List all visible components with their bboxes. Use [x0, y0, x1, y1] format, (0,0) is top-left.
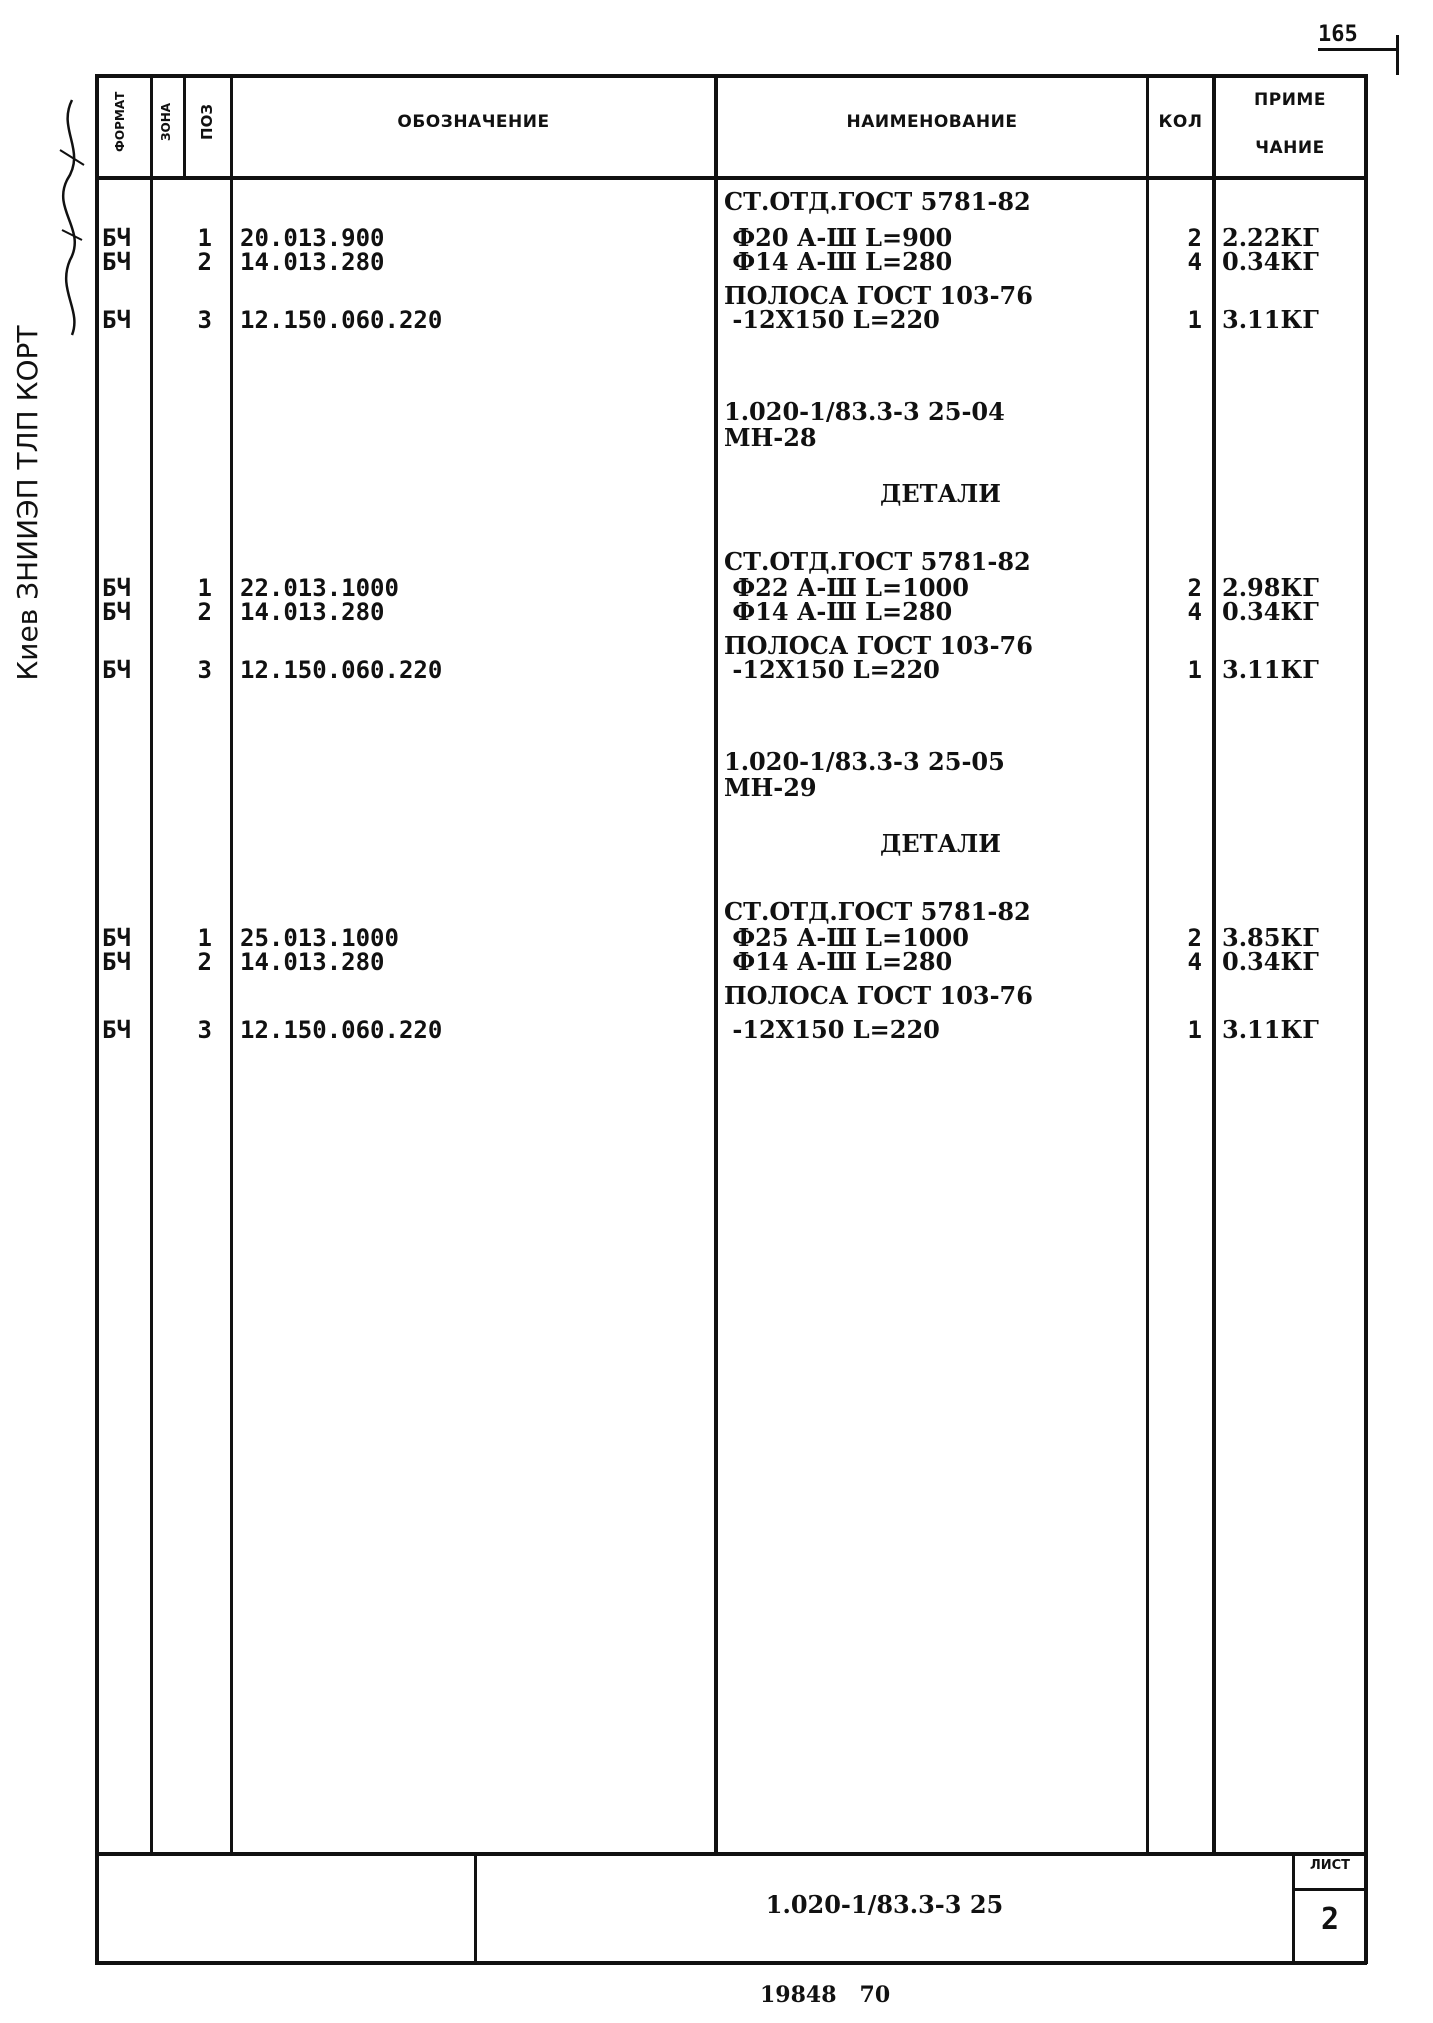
- cell-note: 0.34КГ: [1222, 947, 1319, 976]
- header-note-2: ЧАНИЕ: [1255, 138, 1325, 158]
- cell-format: БЧ: [102, 248, 131, 276]
- cell-name: МН-29: [724, 773, 817, 802]
- cell-designation: 12.150.060.220: [240, 1016, 443, 1044]
- cell-format: БЧ: [102, 598, 131, 626]
- cell-designation: 12.150.060.220: [240, 656, 443, 684]
- cell-note: 2.22КГ: [1222, 223, 1319, 252]
- cell-note: 3.85КГ: [1222, 923, 1319, 952]
- header-name: НАИМЕНОВАНИЕ: [846, 112, 1018, 132]
- cell-name: МН-28: [724, 423, 817, 452]
- cell-name: Ф25 А-Ш L=1000: [724, 923, 969, 952]
- side-stamp-text: Киев ЗНИИЭП ТЛП КОРТ: [11, 325, 44, 681]
- cell-qty: 2: [1187, 574, 1202, 602]
- cell-format: БЧ: [102, 306, 131, 334]
- header-zone: ЗОНА: [159, 102, 173, 142]
- col-sep-4: [714, 74, 718, 1854]
- cell-pos: 1: [197, 224, 212, 252]
- cell-designation: 14.013.280: [240, 598, 385, 626]
- cell-name: ПОЛОСА ГОСТ 103-76: [724, 281, 1033, 310]
- cell-note: 3.11КГ: [1222, 655, 1319, 684]
- cell-designation: 12.150.060.220: [240, 306, 443, 334]
- cell-designation: 14.013.280: [240, 948, 385, 976]
- cell-qty: 1: [1187, 306, 1202, 334]
- col-sep-1: [150, 74, 153, 1854]
- cell-pos: 2: [197, 948, 212, 976]
- cell-designation: 14.013.280: [240, 248, 385, 276]
- cell-note: 2.98КГ: [1222, 573, 1319, 602]
- frame-left: [95, 74, 99, 1964]
- cell-format: БЧ: [102, 656, 131, 684]
- cell-qty: 1: [1187, 1016, 1202, 1044]
- corner-number: 165: [1318, 22, 1358, 47]
- col-sep-5: [1146, 74, 1149, 1854]
- cell-pos: 1: [197, 574, 212, 602]
- cell-format: БЧ: [102, 1016, 131, 1044]
- cell-name: СТ.ОТД.ГОСТ 5781-82: [724, 547, 1031, 576]
- header-format: ФОРМАТ: [113, 91, 127, 152]
- col-sep-3: [230, 74, 233, 1854]
- cell-name: ПОЛОСА ГОСТ 103-76: [724, 981, 1033, 1010]
- col-sep-2: [183, 74, 186, 179]
- bottom-note: 19848 70: [760, 1982, 891, 2008]
- cell-pos: 1: [197, 924, 212, 952]
- header-note-1: ПРИМЕ: [1254, 90, 1326, 110]
- header-qty: КОЛ: [1158, 112, 1203, 132]
- cell-pos: 3: [197, 1016, 212, 1044]
- cell-name: 1.020-1/83.3-3 25-04: [724, 397, 1005, 426]
- cell-name: Ф20 А-Ш L=900: [724, 223, 953, 252]
- cell-qty: 2: [1187, 924, 1202, 952]
- cell-qty: 4: [1187, 598, 1202, 626]
- cell-name: Ф14 А-Ш L=280: [724, 597, 953, 626]
- cell-designation: 22.013.1000: [240, 574, 399, 602]
- frame-top: [95, 74, 1367, 78]
- cell-pos: 2: [197, 598, 212, 626]
- title-block-mid: [1292, 1888, 1367, 1891]
- cell-name: ДЕТАЛИ: [880, 829, 1001, 858]
- sheet-label: ЛИСТ: [1309, 1858, 1351, 1873]
- header-pos: ПОЗ: [198, 104, 216, 140]
- cell-format: БЧ: [102, 574, 131, 602]
- cell-pos: 3: [197, 656, 212, 684]
- col-sep-6: [1212, 74, 1216, 1854]
- title-block-top: [95, 1852, 1367, 1856]
- cell-name: -12Х150 L=220: [724, 655, 940, 684]
- cell-format: БЧ: [102, 924, 131, 952]
- header-designation: ОБОЗНАЧЕНИЕ: [397, 112, 550, 132]
- side-stamp: [8, 293, 48, 713]
- header-bottom: [95, 176, 1367, 180]
- cell-name: Ф14 А-Ш L=280: [724, 247, 953, 276]
- cell-format: БЧ: [102, 224, 131, 252]
- cell-qty: 4: [1187, 948, 1202, 976]
- sheet-number: 2: [1320, 1902, 1340, 1937]
- cell-name: СТ.ОТД.ГОСТ 5781-82: [724, 897, 1031, 926]
- cell-name: Ф22 А-Ш L=1000: [724, 573, 969, 602]
- cell-pos: 3: [197, 306, 212, 334]
- signature: [52, 90, 92, 340]
- cell-name: Ф14 А-Ш L=280: [724, 947, 953, 976]
- cell-qty: 2: [1187, 224, 1202, 252]
- corner-line-v: [1396, 35, 1399, 75]
- cell-name: СТ.ОТД.ГОСТ 5781-82: [724, 187, 1031, 216]
- cell-note: 3.11КГ: [1222, 305, 1319, 334]
- cell-name: 1.020-1/83.3-3 25-05: [724, 747, 1005, 776]
- cell-note: 3.11КГ: [1222, 1015, 1319, 1044]
- cell-qty: 4: [1187, 248, 1202, 276]
- frame-bottom: [95, 1961, 1367, 1965]
- cell-name: -12Х150 L=220: [724, 305, 940, 334]
- cell-name: ДЕТАЛИ: [880, 479, 1001, 508]
- document-code: 1.020-1/83.3-3 25: [765, 1890, 1004, 1919]
- frame-right: [1364, 74, 1368, 1964]
- cell-designation: 20.013.900: [240, 224, 385, 252]
- cell-name: -12Х150 L=220: [724, 1015, 940, 1044]
- cell-qty: 1: [1187, 656, 1202, 684]
- cell-note: 0.34КГ: [1222, 247, 1319, 276]
- cell-note: 0.34КГ: [1222, 597, 1319, 626]
- cell-designation: 25.013.1000: [240, 924, 399, 952]
- cell-format: БЧ: [102, 948, 131, 976]
- cell-name: ПОЛОСА ГОСТ 103-76: [724, 631, 1033, 660]
- cell-pos: 2: [197, 248, 212, 276]
- corner-line: [1318, 48, 1398, 51]
